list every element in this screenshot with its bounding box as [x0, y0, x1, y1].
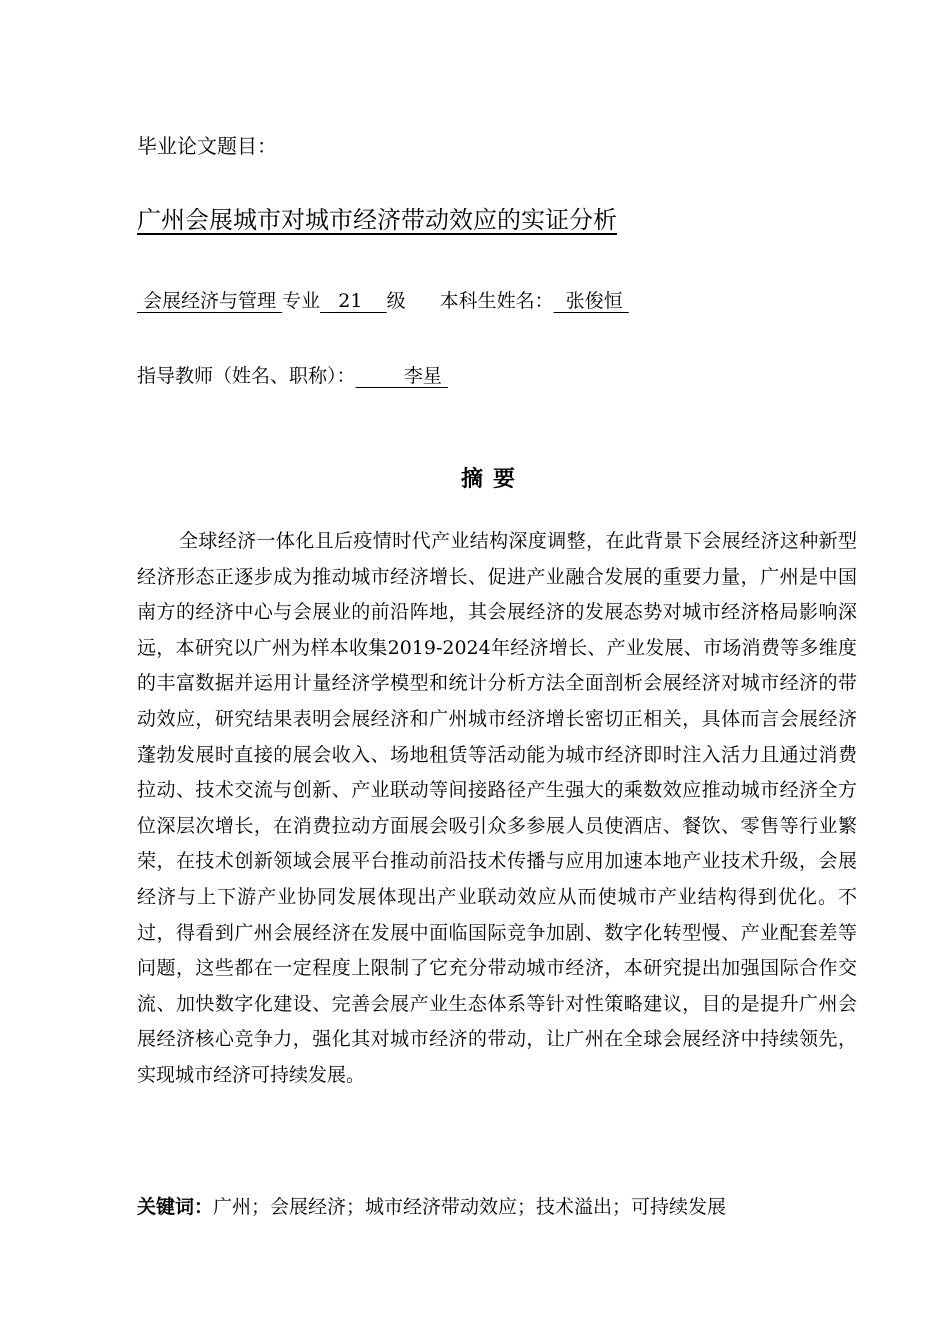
student-name-label: 本科生姓名：: [439, 290, 554, 312]
thesis-title: [137, 200, 631, 235]
student-name: 张俊恒: [553, 290, 629, 312]
student-info-line: [137, 286, 629, 313]
keywords-list: 广州；会展经济；城市经济带动效应；技术溢出；可持续发展: [213, 1196, 727, 1218]
advisor-name: 李星: [355, 365, 448, 387]
abstract-heading: 摘要: [460, 467, 525, 492]
major-name: 会展经济与管理: [137, 290, 283, 312]
keywords-line: [137, 1192, 726, 1219]
grade-value: 21: [320, 290, 387, 312]
grade-label: 级: [386, 290, 406, 312]
abstract-body: 全球经济一体化且后疫情时代产业结构深度调整，在此背景下会展经济这种新型经济形态正逐步成为推动城市经济增长、促进产业融合发展的重要力量，广州是中国南方的经济中心与会展业的前沿阵地，其会展经济的发展态势对城市经济格局影响深远，本研究以广州为样本收集2019-2024年经济增长、产业发展、市场消费等多维度的丰富数据并运用计量经济学模型和统计分析方法全面剖析会展经济对城市经济的带动效应，研究结果表明会展经济和广州城市经济增长密切正相关，具体而言会展经济蓬勃发展时直接的展会收入、场地租赁等活动能为城市经济即时注入活力且通过消费拉动、技术交流与创新、产业联动等间接路径产生强大的乘数效应推动城市经济全方位深层次增长，在消费拉动方面展会吸引众多参展人员使酒店、餐饮、零售等行业繁荣，在技术创新领域会展平台推动前沿技术传播与应用加速本地产业技术升级，会展经济与上下游产业协同发展体现出产业联动效应从而使城市产业结构得到优化。不过，得看到广州会展经济在发展中面临国际竞争加剧、数字化转型慢、产业配套差等问题，这些都在一定程度上限制了它充分带动城市经济，本研究提出加强国际合作交流、加快数字化建设、完善会展产业生态体系等针对性策略建议，目的是提升广州会展经济核心竞争力，强化其对城市经济的带动，让广州在全球会展经济中持续领先，实现城市经济可持续发展。: [137, 530, 857, 1086]
advisor-line: [137, 361, 448, 388]
keywords-label: 关键词：: [137, 1196, 214, 1218]
thesis-title-text: 广州会展城市对城市经济带动效应的实证分析: [137, 206, 617, 234]
thesis-title-label: 毕业论文题目：: [137, 134, 277, 158]
major-label: 专业: [282, 290, 321, 312]
advisor-label: 指导教师（姓名、职称）：: [137, 365, 356, 387]
